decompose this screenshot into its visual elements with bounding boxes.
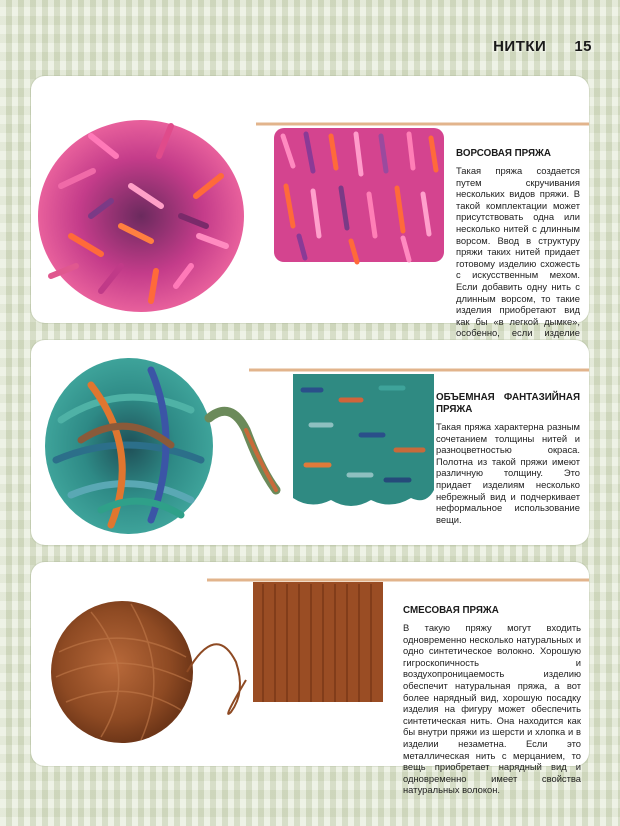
page-header (493, 38, 592, 55)
section-bulky-text (436, 392, 580, 525)
section-body: Такая пряжа создается путем скручивания нескольких видов пряжи. В такой комплектации может присутствовать одна или несколько нитей с длинным ворсом. Ввод в структуру пряжи таких нитей придает готовому изделию схожесть с искусственным мехом. Если добавить одну нить с длинным ворсом, то такие изделия приобретают вид как бы «в легкой дымке», особенно, если изделие (456, 165, 580, 339)
section-fuzzy-text (456, 148, 580, 351)
blended-yarn-ball (51, 601, 246, 743)
section-title: СМЕСОВАЯ ПРЯЖА (403, 605, 499, 616)
page-number: 15 (574, 38, 592, 55)
fuzzy-yarn-ball (38, 120, 244, 312)
section-blended-text (403, 605, 581, 796)
running-head: НИТКИ (493, 38, 547, 55)
section-title: ОБЪЕМНАЯ ФАНТАЗИЙНАЯ ПРЯЖА (436, 392, 580, 415)
section-body: В такую пряжу могут входить одновременно несколько натуральных и одно синтетическое волокно. Хорошую гигроскопичность и воздухопроницаемость изделию обеспечит натуральная пряжа, а вот более нарядный вид, хорошую посадку изделия на фигуру может обеспечить синтетическая нить. Она находится как бы внутри пряжи из шерсти и хлопка и в изделии незаметна. Если это металлическая нить с мерцанием, то вещь приобретает нарядный вид и одновременно имеет свойства натуральных волокон. (403, 622, 581, 796)
section-title: ВОРСОВАЯ ПРЯЖА (456, 148, 551, 159)
yarn-panel-fuzzy (31, 76, 589, 339)
yarn-panel-blended (31, 562, 589, 796)
yarn-panel-bulky (31, 340, 589, 545)
bulky-yarn-ball (45, 358, 276, 534)
section-body: Такая пряжа характерна разным сочетанием толщины нитей и разноцветностью окраса. Полотна из такой пряжи имеют различную толщину. Это придает изделиям несколько небрежный вид и подчеркивает неформальное использование вещи. (436, 421, 580, 525)
